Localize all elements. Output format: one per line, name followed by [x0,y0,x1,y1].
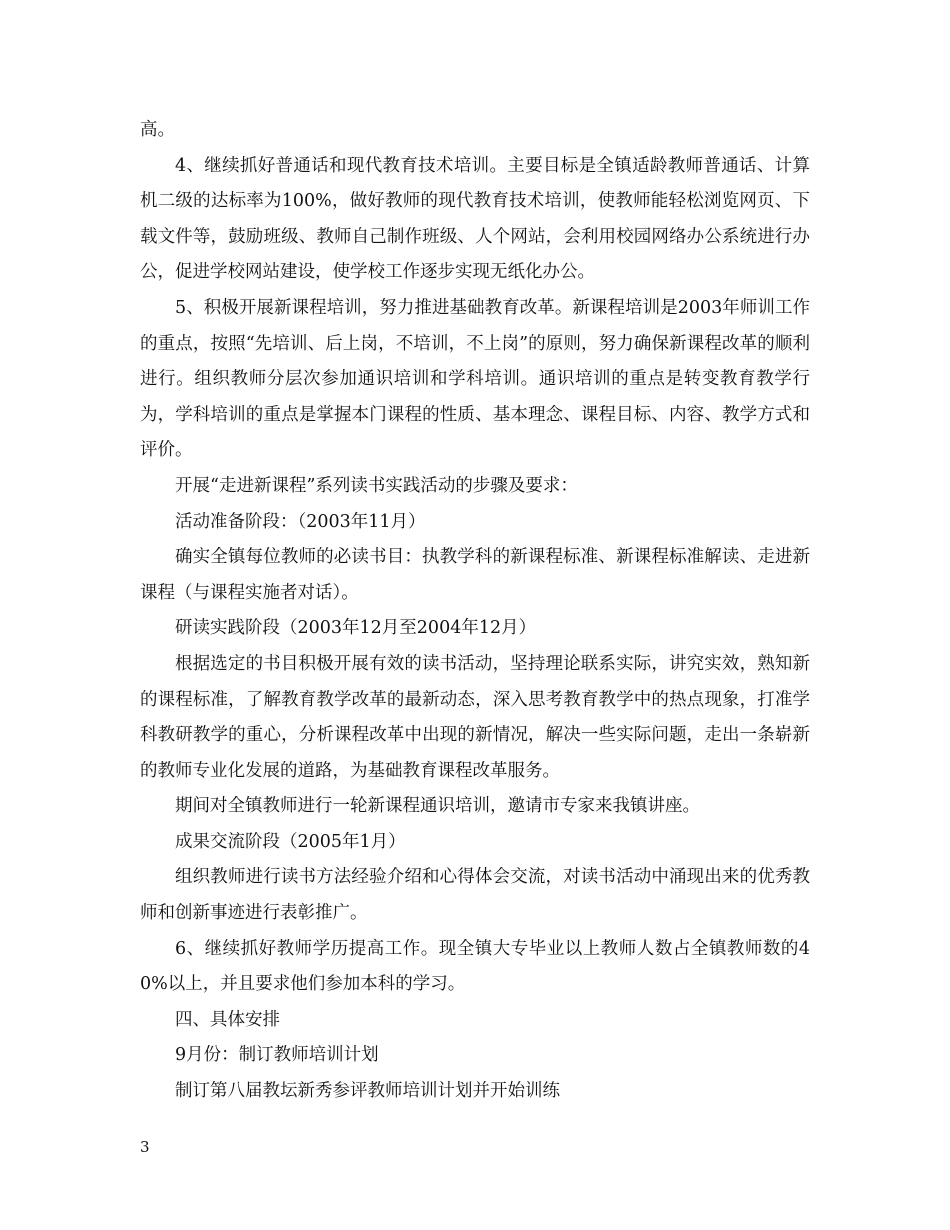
paragraph-required-books: 确实全镇每位教师的必读书目：执教学科的新课程标准、新课程标准解读、走进新课程（与课程实施者对话）。 [140,547,810,603]
paragraph-september-plan: 9月份：制订教师培训计划 [175,1045,379,1066]
page-number: 3 [140,1138,150,1156]
paragraph-item-6-education-level: 6、继续抓好教师学历提高工作。现全镇大专毕业以上教师人数占全镇教师数的40%以上，并且要求他们参加本科的学习。 [140,938,810,995]
paragraph-new-talent-training: 制订第八届教坛新秀参评教师培训计划并开始训练 [175,1081,560,1102]
paragraph-reading-activity-steps: 开展“走进新课程”系列读书实践活动的步骤及要求： [175,475,578,496]
document-body [140,113,810,1110]
paragraph-preparation-stage: 活动准备阶段：（2003年11月） [175,511,426,532]
paragraph-results-exchange-stage: 成果交流阶段（2005年1月） [175,831,406,852]
paragraph-item-4-putonghua-training: 4、继续抓好普通话和现代教育技术培训。主要目标是全镇适龄教师普通话、计算机二级的达标率为100%，做好教师的现代教育技术培训，使教师能轻松浏览网页、下载文件等，鼓励班级、教师自己制作班级、人个网站，会利用校园网络办公系统进行办公，促进学校网站建设，使学校工作逐步实现无纸化办公。 [140,155,810,283]
paragraph-continuation: 高。 [140,120,175,140]
paragraph-study-practice-stage: 研读实践阶段（2003年12月至2004年12月） [175,618,537,639]
paragraph-reading-activities: 根据选定的书目积极开展有效的读书活动，坚持理论联系实际，讲究实效，熟知新的课程标准，了解教育教学改革的最新动态，深入思考教育教学中的热点现象，打准学科教研教学的重心，分析课程改革中出现的新情况，解决一些实际问题，走出一条崭新的教师专业化发展的道路，为基础教育课程改革服务。 [140,653,810,781]
section-heading-specific-arrangements: 四、具体安排 [175,1009,280,1030]
paragraph-experience-exchange: 组织教师进行读书方法经验介绍和心得体会交流，对读书活动中涌现出来的优秀教师和创新事迹进行表彰推广。 [140,867,810,924]
paragraph-expert-lecture: 期间对全镇教师进行一轮新课程通识培训，邀请市专家来我镇讲座。 [175,796,700,817]
paragraph-item-5-new-curriculum-training: 5、积极开展新课程培训，努力推进基础教育改革。新课程培训是2003年师训工作的重点，按照“先培训、后上岗，不培训，不上岗”的原则，努力确保新课程改革的顺利进行。组织教师分层次参加通识培训和学科培训。通识培训的重点是转变教育教学行为，学科培训的重点是掌握本门课程的性质、基本理念、课程目标、内容、教学方式和评价。 [140,297,810,461]
